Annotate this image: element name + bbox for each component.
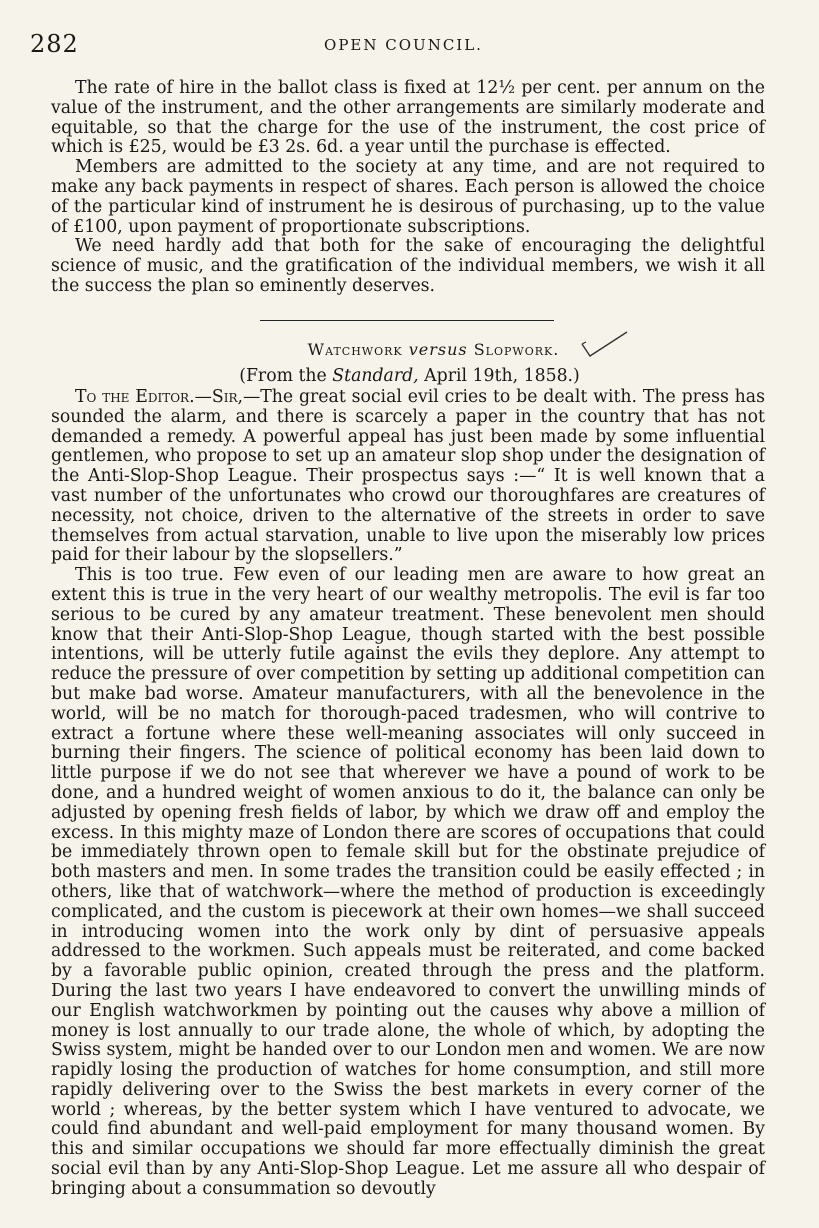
article-title: [0, 340, 819, 359]
title-part-1: Watchwork: [307, 340, 403, 359]
intro-section: [51, 79, 765, 297]
article-source: [0, 366, 819, 386]
salutation: To the Editor.: [75, 387, 195, 407]
article-paragraph-2: This is too true. Few even of our leading men are aware to how great an extent this is true in the very heart of our wealthy metropolis. The evil is far too serious to be cured by any amateur treatment. These benevolent men should know that their Anti-Slop-Shop League, though started with the best possible intentions, will be utterly futile against the evils they deplore. Any attempt to reduce the pressure of over competition by setting up additional competition can but make bad worse. Amateur manufacturers, with all the benevolence in the world, will be no match for thorough-paced tradesmen, who will contrive to extract a fortune where these well-meaning associates will only succeed in burning their fingers. The science of political economy has been laid down to little purpose if we do not see that wherever we have a pound of work to be done, and a hundred weight of women anxious to do it, the balance can only be adjusted by opening fresh fields of labor, by which we draw off and employ the excess. In this mighty maze of London there are scores of occupations that could be immediately thrown open to female skill but for the obstinate prejudice of both masters and men. In some trades the transition could be easily effected ; in others, like that of watchwork—where the method of production is exceedingly complicated, and the custom is piecework at their own homes—we shall succeed in introducing women into the work only by dint of persuasive appeals addressed to the workmen. Such appeals must be reiterated, and come backed by a favorable public opinion, created through the press and the platform. During the last two years I have endeavored to convert the unwilling minds of our English watchworkmen by pointing out the causes why above a million of money is lost annually to our trade alone, the whole of which, by adopting the Swiss system, might be handed over to our London men and women. We are now rapidly losing the production of watches for home consumption, and still more rapidly delivering over to the Swiss the best markets in every corner of the world ; whereas, by the better system which I have ventured to advocate, we could find abundant and well-paid employment for many thousand women. By this and similar occupations we should far more effectually diminish the great social evil than by any Anti-Slop-Shop League. Let me assure all who despair of bringing about a consummation so devoutly: [51, 565, 765, 1199]
source-prefix: (From the: [239, 366, 333, 386]
intro-paragraph-2: Members are admitted to the society at any time, and are not required to make any back payments in respect of shares. Each person is allowed the choice of the particular kind of instrument he is desirous of purchasing, up to the value of £100, upon payment of proportionate subscriptions.: [51, 157, 765, 237]
section-divider: [260, 320, 554, 321]
title-versus: versus: [408, 340, 468, 359]
title-part-2: Slopwork.: [473, 340, 560, 359]
running-head: OPEN COUNCIL.: [324, 36, 483, 54]
source-date: April 19th, 1858.): [418, 366, 580, 386]
intro-paragraph-3: We need hardly add that both for the sake of encouraging the delightful science of music, and the gratification of the individual members, we wish it all the success the plan so eminently deserves.: [51, 236, 765, 296]
page-number: 282: [30, 30, 79, 58]
article-body: [51, 388, 765, 1200]
handwritten-tick-icon: [580, 330, 630, 360]
intro-paragraph-1: The rate of hire in the ballot class is fixed at 12½ per cent. per annum on the value of the instrument, and the other arrangements are similarly moderate and equitable, so that the charge for the use of the instrument, the cost price of which is £25, would be £3 2s. 6d. a year until the purchase is effected.: [51, 78, 765, 158]
article-paragraph-1: [51, 388, 765, 566]
page-header: [28, 30, 779, 64]
salutation-sir: —Sir,: [194, 387, 243, 407]
source-paper: Standard,: [332, 366, 419, 386]
opening-text: —The great social evil cries to be dealt with. The press has sounded the alarm, and there is scarcely a paper in the country that has not demanded a remedy. A powerful appeal has just been made by some influential gentlemen, who propose to set up an amateur slop shop under the designation of the Anti-Slop-Shop League. Their prospectus says :—“ It is well known that a vast number of the unfortunates who crowd our thoroughfares are creatures of necessity, not choice, driven to the alternative of the streets in order to save themselves from actual starvation, unable to live upon the miserably low prices paid for their labour by the slopsellers.”: [51, 387, 765, 566]
